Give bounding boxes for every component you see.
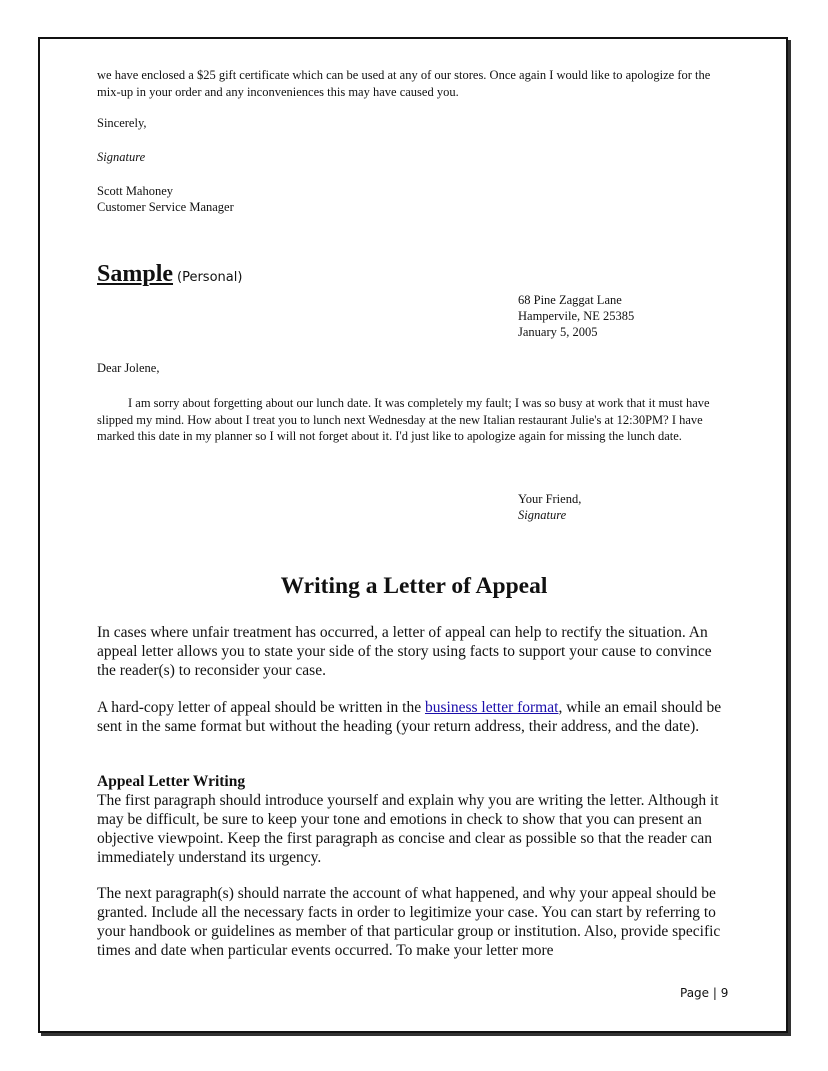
appeal-format-paragraph xyxy=(97,698,737,736)
letter-sign-off: Sincerely, xyxy=(97,116,147,130)
sample-signature: Signature xyxy=(518,508,567,522)
letter-sender-title: Customer Service Manager xyxy=(97,200,234,214)
letter-closing-paragraph: we have enclosed a $25 gift certificate which can be used at any of our stores. Once again I would like to apologize for the mix-up in your order and any inconveniences this may have caused you. xyxy=(97,68,711,99)
page-separator: | xyxy=(712,986,717,1000)
page-footer xyxy=(680,986,728,1000)
appeal-paragraph-2: The next paragraph(s) should narrate the account of what happened, and why your appeal should be granted. Include all the necessary facts in order to legitimize your case. You can start by referring to your handbook or guidelines as member of that particular group or institution. Also, provide specific times and date when particular events occurred. To make your letter more xyxy=(97,885,721,959)
page-label: Page xyxy=(680,986,710,1000)
format-text-before: A hard-copy letter of appeal should be written in the xyxy=(97,699,425,716)
page-number: 9 xyxy=(720,986,729,1000)
sample-closing: Your Friend, xyxy=(518,492,582,506)
letter-sender-name: Scott Mahoney xyxy=(97,184,174,198)
section-title: Writing a Letter of Appeal xyxy=(280,573,548,599)
appeal-intro-paragraph: In cases where unfair treatment has occurred, a letter of appeal can help to rectify the situation. An appeal letter allows you to state your side of the story using facts to support your cause to convince the reader(s) to reconsider your case. xyxy=(97,624,712,679)
letter-signature: Signature xyxy=(97,150,146,164)
sample-salutation: Dear Jolene, xyxy=(97,361,160,375)
sample-address-line2: Hampervile, NE 25385 xyxy=(518,309,635,323)
sample-address-line1: 68 Pine Zaggat Lane xyxy=(518,293,622,307)
business-letter-format-link[interactable]: business letter format xyxy=(424,699,559,716)
appeal-paragraph-1: The first paragraph should introduce yourself and explain why you are writing the letter. Although it may be difficult, be sure to keep your tone and emotions in check to show that you can present an objective viewpoint. Keep the first paragraph as concise and clear as possible so that the reader can immediately understand its urgency. xyxy=(97,792,719,866)
format-text-after: , while an email should be sent in the same format but without the heading (your return address, their address, and the date). xyxy=(97,699,722,735)
sample-subtitle: (Personal) xyxy=(177,270,243,285)
sample-title: Sample xyxy=(97,261,174,287)
sample-heading xyxy=(97,261,242,288)
sample-date: January 5, 2005 xyxy=(518,325,598,339)
appeal-subheading: Appeal Letter Writing xyxy=(97,773,246,790)
sample-body-paragraph: I am sorry about forgetting about our lunch date. It was completely my fault; I was so busy at work that it must have slipped my mind. How about I treat you to lunch next Wednesday at the new Italian restaurant Julie's at 12:30PM? I have marked this date in my planner so I will not forget about it. I'd just like to apologize again for missing the lunch date. xyxy=(97,396,710,443)
